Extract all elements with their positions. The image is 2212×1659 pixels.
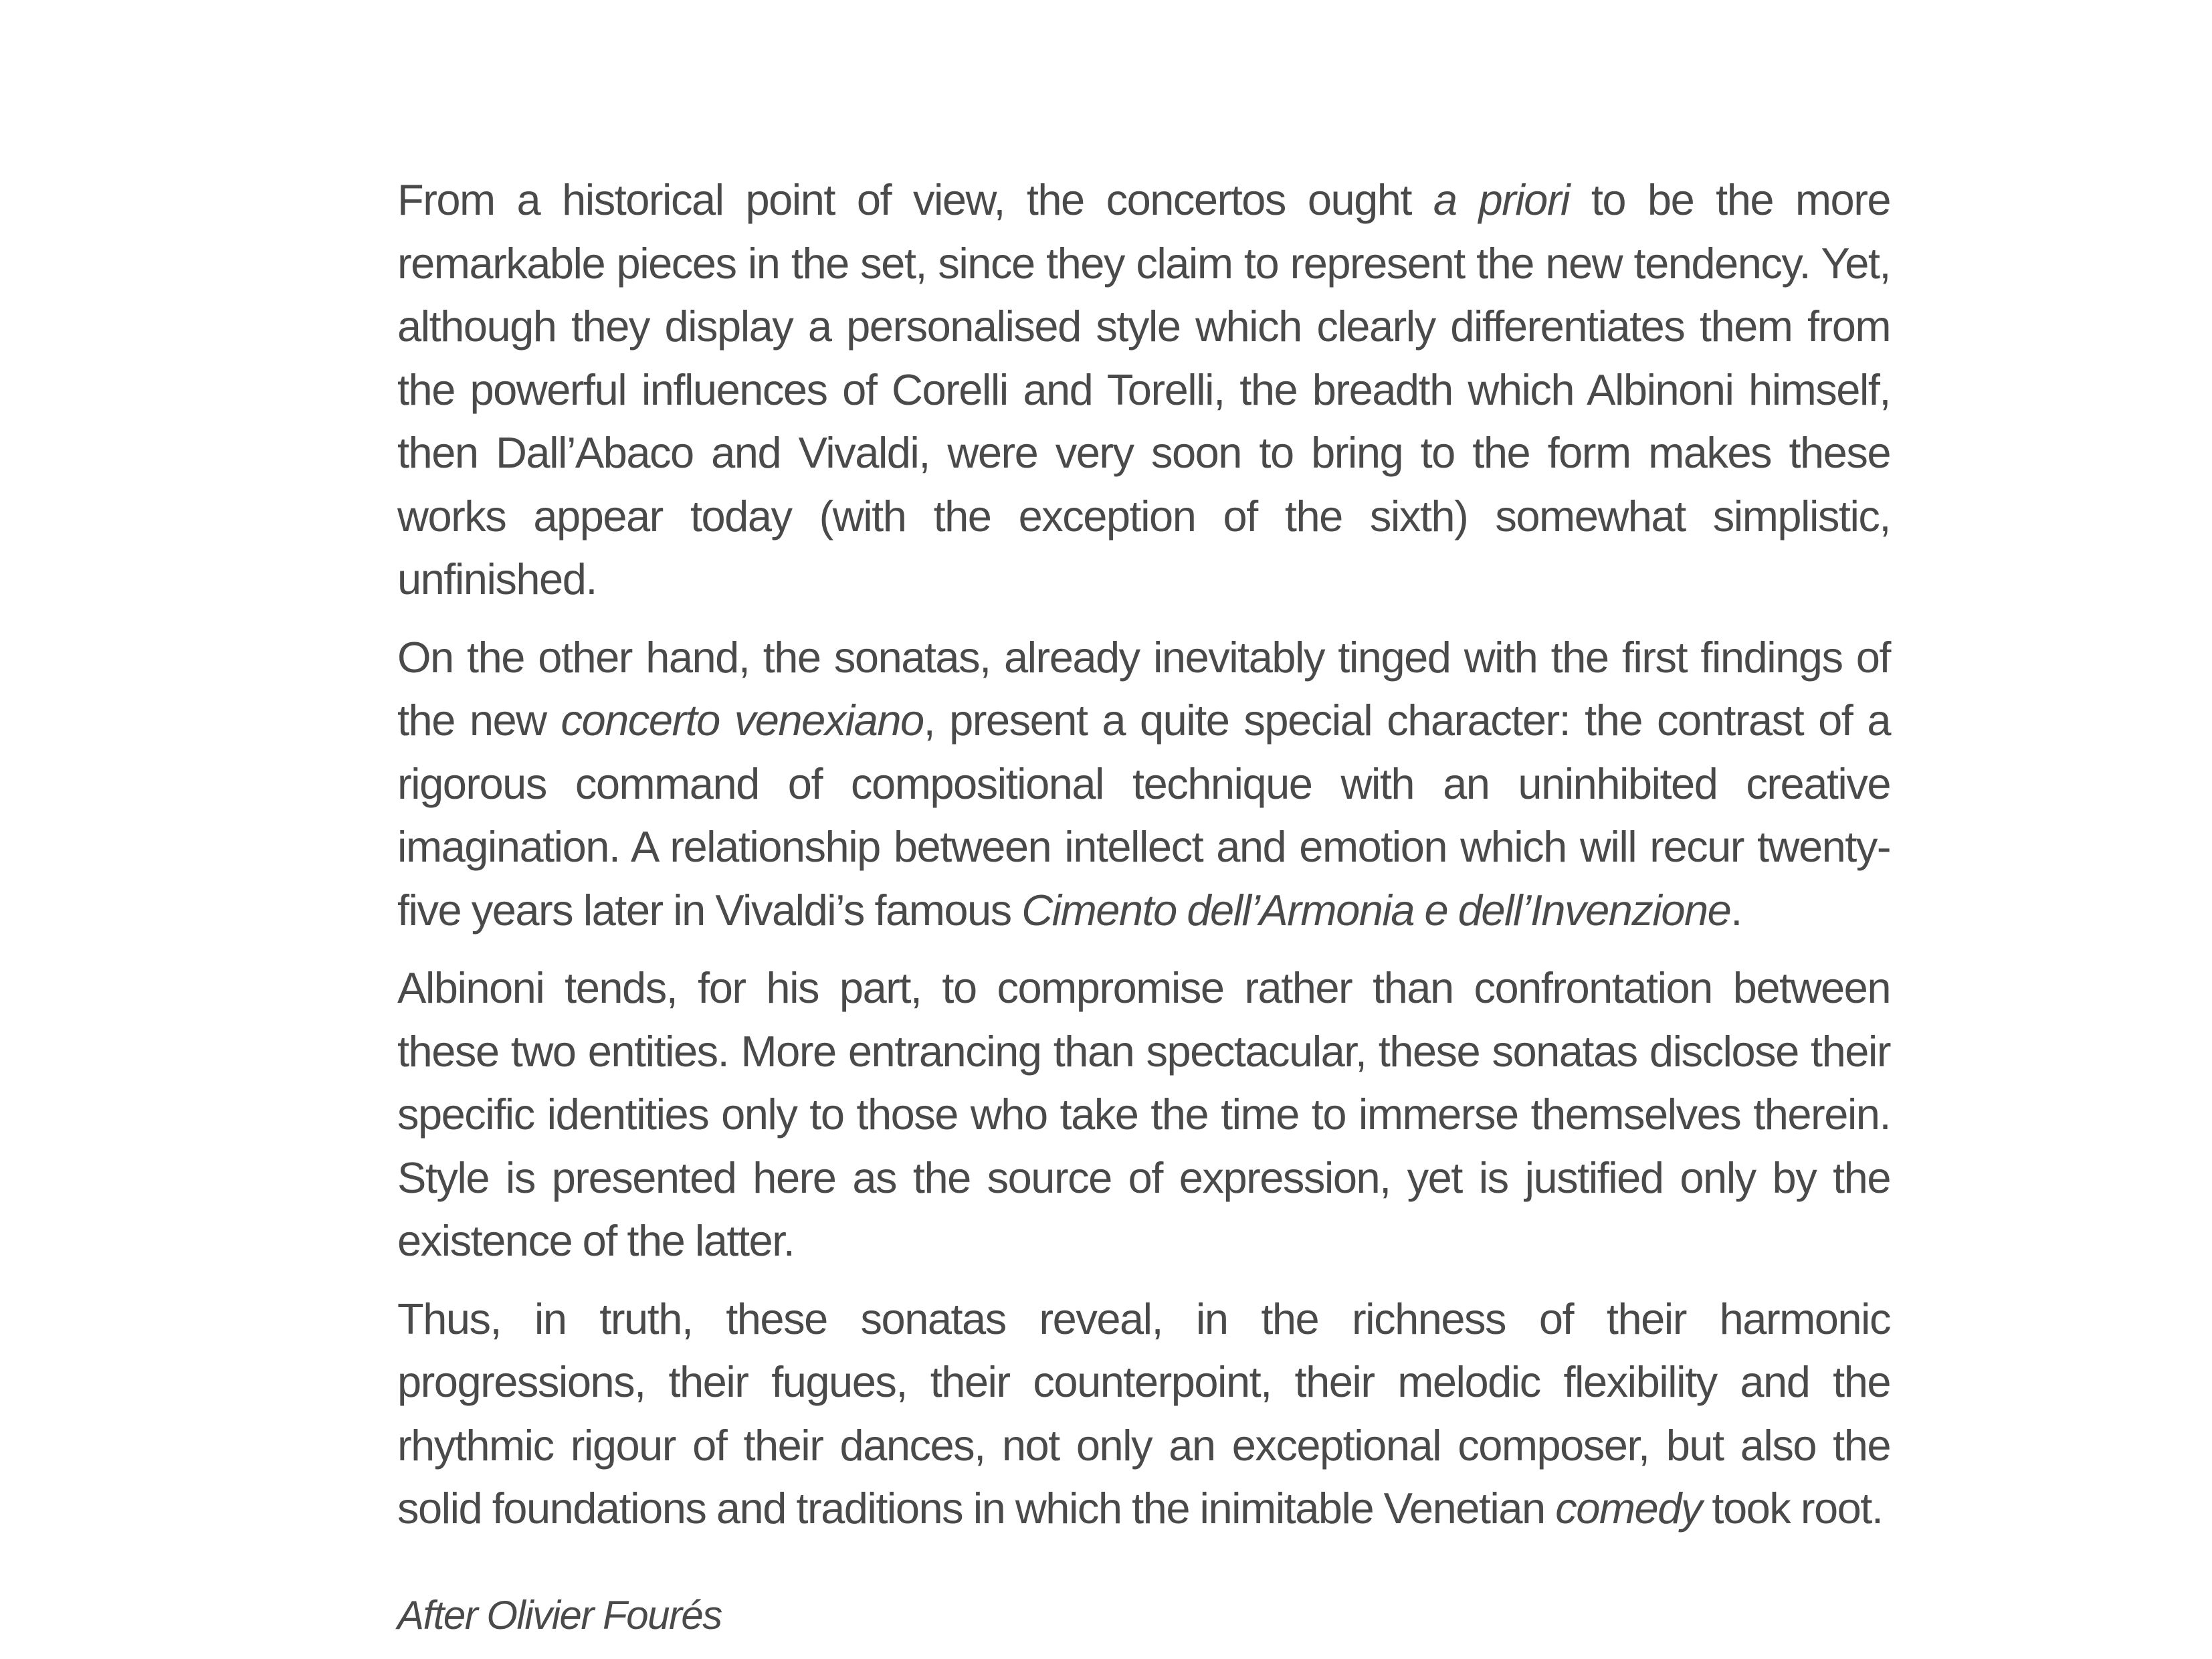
paragraph-1-text-a: From a historical point of view, the concertos ought <box>397 175 1433 224</box>
paragraph-3 <box>397 957 1890 1273</box>
paragraph-3-text: Albinoni tends, for his part, to compromise rather than confrontation between these two entities. More entrancing than spectacular, these sonatas disclose their specific identities only to those who take the time to immerse themselves therein. Style is presented here as the source of expression, yet is justified only by the existence of the latter. <box>397 963 1890 1265</box>
paragraph-2-text-b: , present a quite special character: the contrast of a rigorous command of compositional technique with an uninhibited creative imagination. A relationship between intellect and emotion which will recur twenty-five years later in Vivaldi’s famous <box>397 696 1890 935</box>
paragraph-1-text-b: to be the more remarkable pieces in the set, since they claim to represent the new tendency. Yet, although they display a personalised style which clearly differentiates them from the powerful influences of Corelli and Torelli, the breadth which Albinoni himself, then Dall’Abaco and Vivaldi, were very soon to bring to the form makes these works appear today (with the exception of the sixth) somewhat simplistic, unfinished. <box>397 175 1890 603</box>
paragraph-1 <box>397 169 1890 611</box>
paragraph-4 <box>397 1288 1890 1541</box>
paragraph-4-text-b: took root. <box>1701 1484 1883 1533</box>
paragraph-2-text-a: On the other hand, the sonatas, already inevitably tinged with the first findings of the new <box>397 632 1890 745</box>
paragraph-4-text-a: Thus, in truth, these sonatas reveal, in the richness of their harmonic progressions, their fugues, their counterpoint, their melodic flexibility and the rhythmic rigour of their dances, not only an exceptional composer, but also the solid foundations and traditions in which the inimitable Venetian <box>397 1294 1890 1533</box>
paragraph-4-italic-comedy: comedy <box>1555 1484 1702 1533</box>
author-signature: After Olivier Fourés <box>397 1592 722 1638</box>
paragraph-2-italic-concerto: concerto venexiano <box>561 696 924 745</box>
paragraph-2 <box>397 626 1890 943</box>
paragraph-2-italic-cimento: Cimento dell’Armonia e dell’Invenzione <box>1021 885 1731 935</box>
text-body <box>397 169 1890 1642</box>
paragraph-2-text-c: . <box>1730 885 1742 935</box>
paragraph-1-italic-a-priori: a priori <box>1433 175 1569 224</box>
